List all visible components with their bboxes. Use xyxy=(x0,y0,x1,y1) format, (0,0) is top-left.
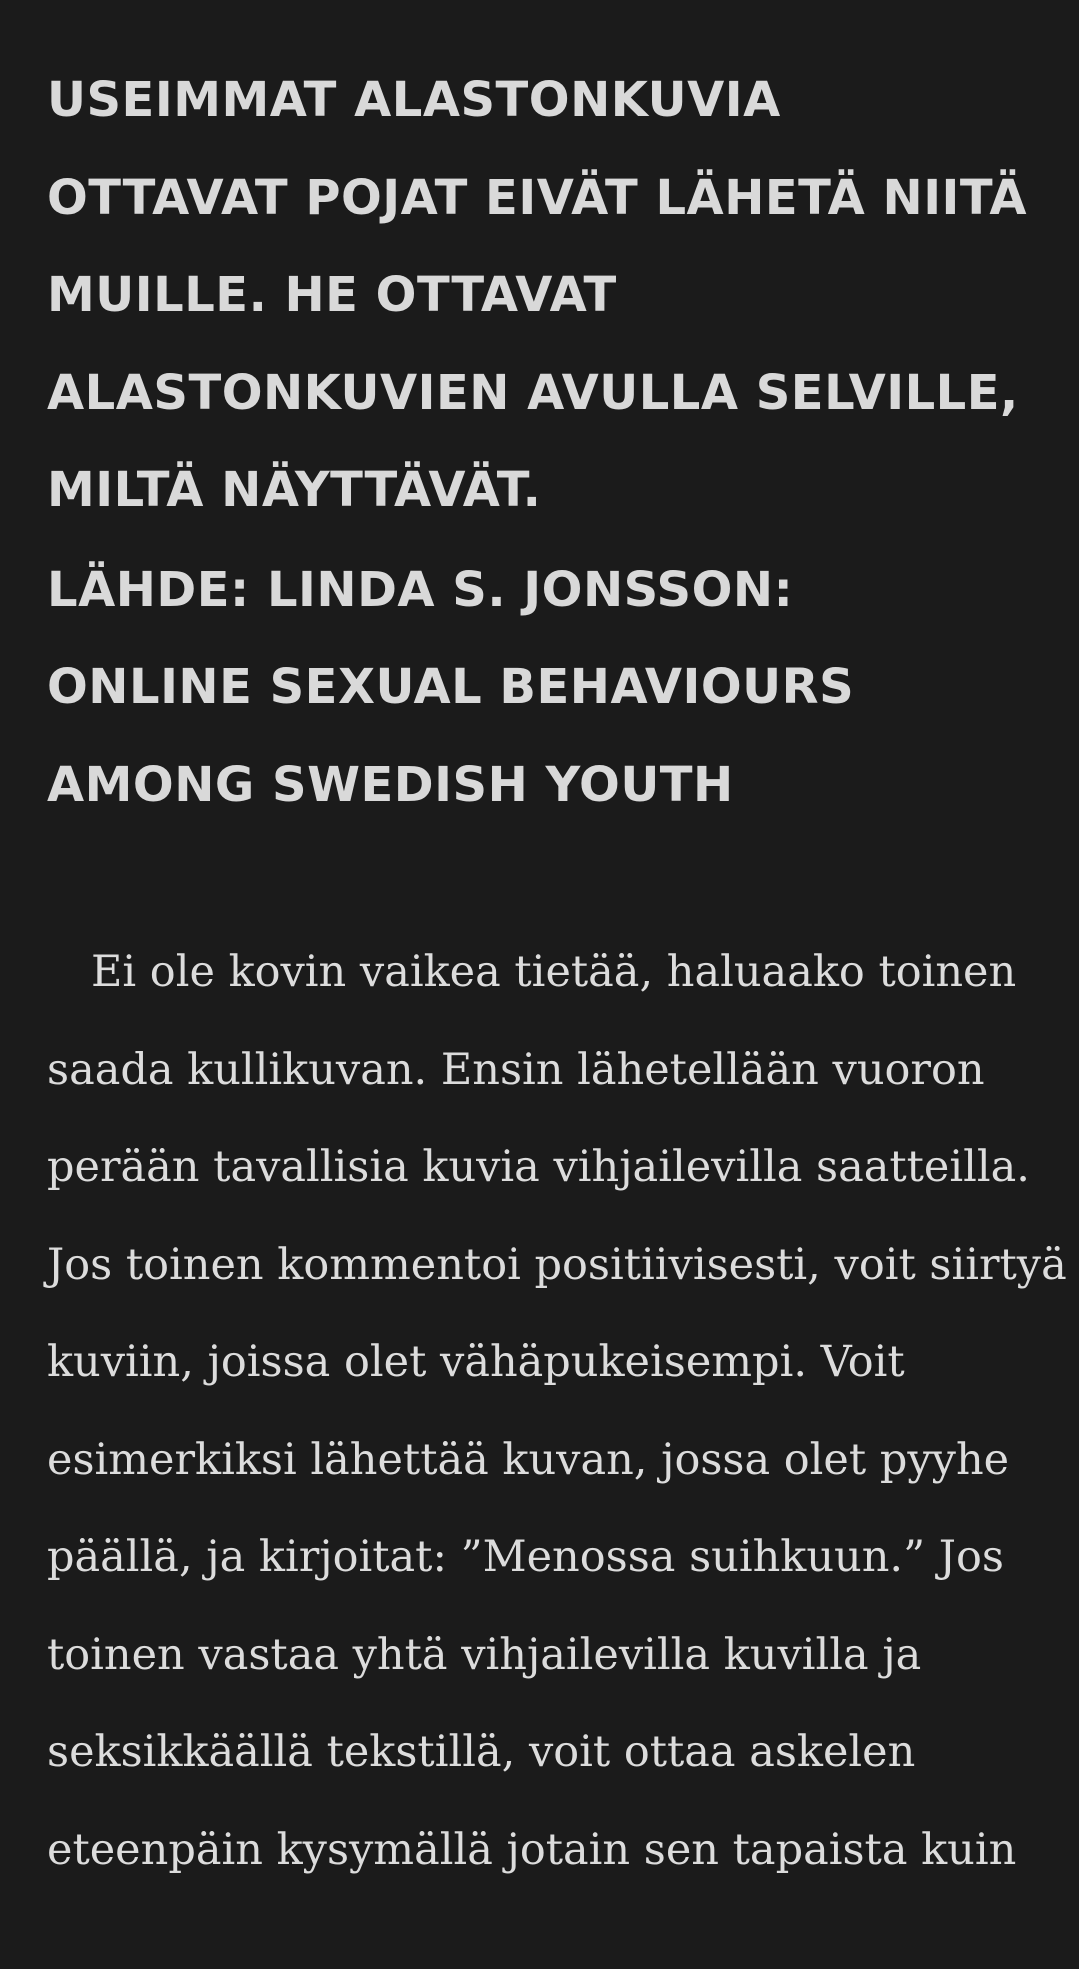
pull-quote-line: USEIMMAT ALASTONKUVIA xyxy=(47,72,781,128)
body-line: Ei ole kovin vaikea tietää, haluaako toinen xyxy=(91,947,1017,997)
pull-quote-text xyxy=(47,52,1055,540)
body-line: saada kullikuvan. Ensin lähetellään vuoron xyxy=(47,1044,985,1095)
pull-quote-line: ALASTONKUVIEN AVULLA SELVILLE, xyxy=(47,364,1019,421)
source-line: AMONG SWEDISH YOUTH xyxy=(47,756,734,813)
pull-quote-line: OTTAVAT POJAT EIVÄT LÄHETÄ NIITÄ xyxy=(47,169,1028,226)
body-line: eteenpäin kysymällä jotain sen tapaista kuin xyxy=(47,1824,1017,1875)
body-line: perään tavallisia kuvia vihjailevilla saatteilla. xyxy=(47,1142,1030,1192)
source-line: ONLINE SEXUAL BEHAVIOURS xyxy=(47,659,855,715)
pull-quote-line: MUILLE. HE OTTAVAT xyxy=(47,267,617,323)
pull-quote-line: MILTÄ NÄYTTÄVÄT. xyxy=(47,462,542,518)
source-line: LÄHDE: LINDA S. JONSSON: xyxy=(47,561,794,618)
body-line: Jos toinen kommentoi positiivisesti, voit siirtyä xyxy=(47,1239,1067,1290)
source-citation xyxy=(47,542,1055,835)
body-line: toinen vastaa yhtä vihjailevilla kuvilla ja xyxy=(47,1629,922,1680)
body-line: päällä, ja kirjoitat: ”Menossa suihkuun.” Jos xyxy=(47,1532,1004,1582)
body-line: seksikkäällä tekstillä, voit ottaa askelen xyxy=(47,1727,916,1777)
pull-quote xyxy=(47,0,1055,834)
body-line: esimerkiksi lähettää kuvan, jossa olet pyyhe xyxy=(47,1434,1010,1485)
body-line: kuviin, joissa olet vähäpukeisempi. Voit xyxy=(47,1337,905,1387)
body-paragraph xyxy=(47,924,1067,1899)
